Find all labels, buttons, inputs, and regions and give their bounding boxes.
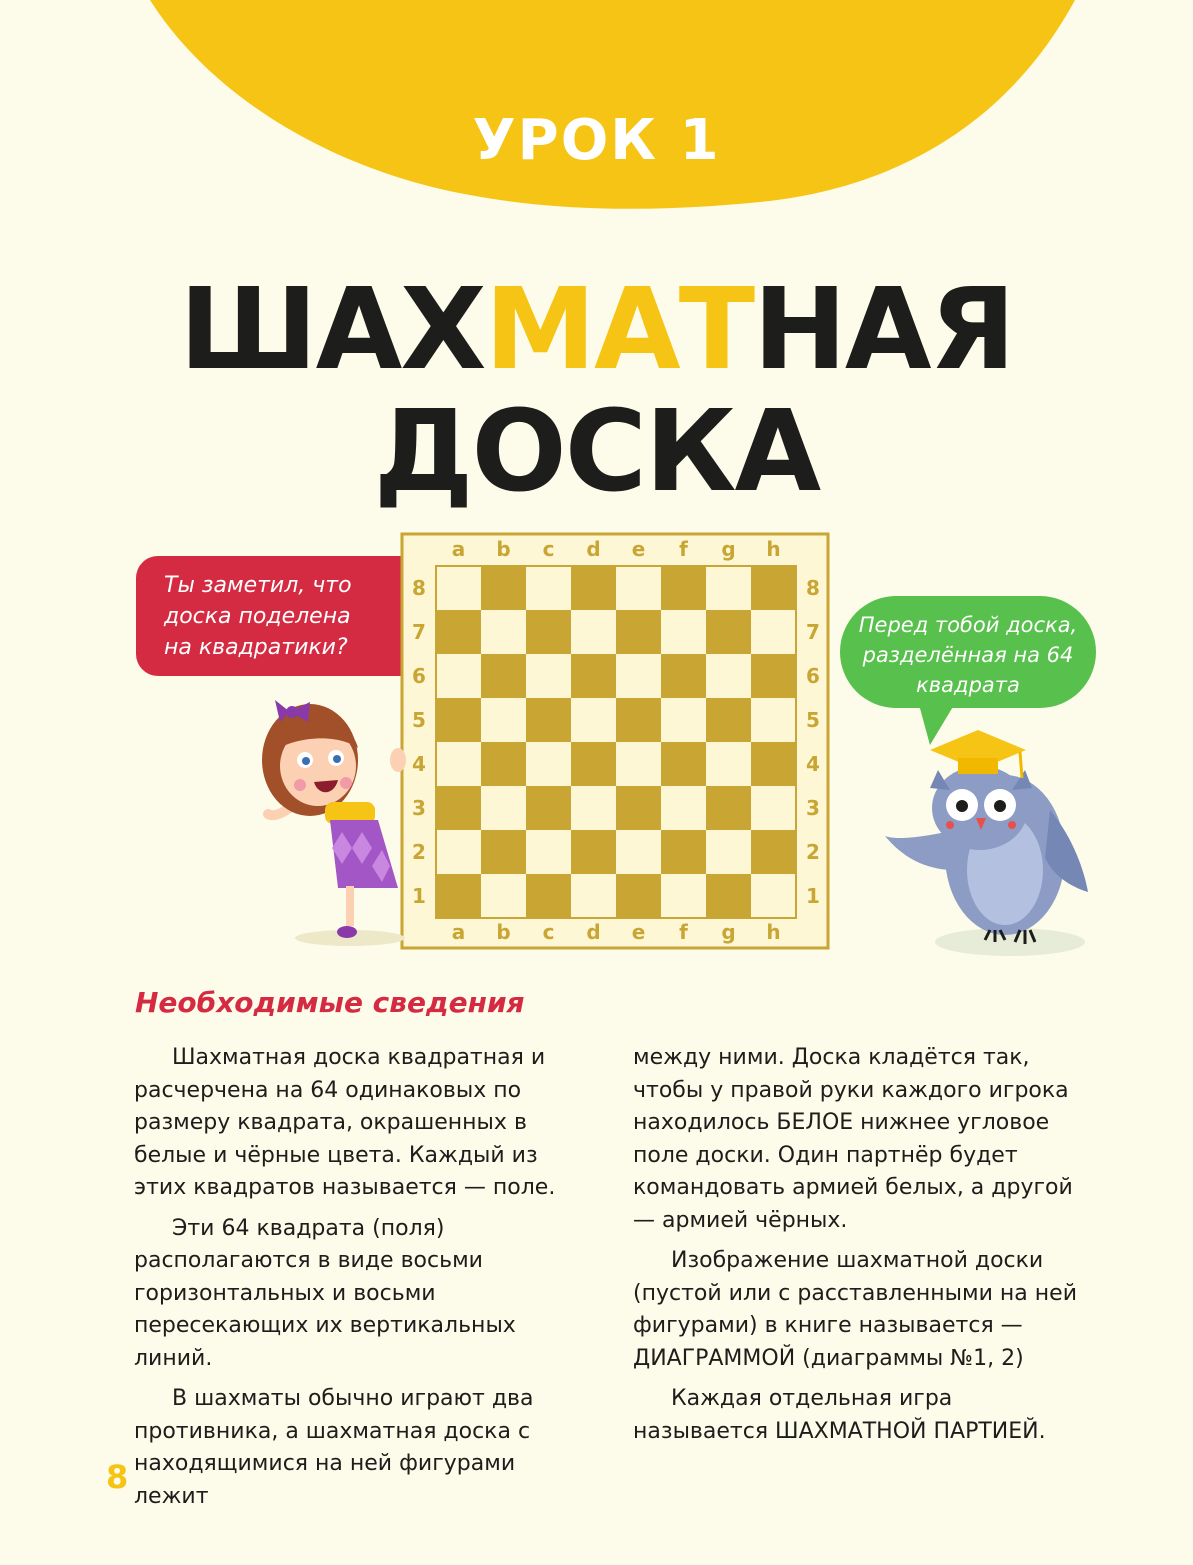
board-square-a5: [436, 698, 481, 742]
board-file-label: a: [451, 920, 466, 944]
board-file-label: f: [679, 537, 688, 561]
board-file-label: g: [721, 537, 736, 561]
board-square-a3: [436, 786, 481, 830]
board-square-d5: [571, 698, 616, 742]
bubble-line: доска поделена: [164, 604, 351, 629]
section-heading: Необходимые сведения: [135, 986, 525, 1019]
board-square-g7: [706, 610, 751, 654]
board-square-e4: [616, 742, 661, 786]
board-square-c2: [526, 830, 571, 874]
bubble-line: квадрата: [916, 673, 1020, 697]
board-square-e8: [616, 566, 661, 610]
board-square-g2: [706, 830, 751, 874]
page-number: 8: [106, 1458, 129, 1496]
board-square-f6: [661, 654, 706, 698]
board-rank-label: 8: [806, 576, 820, 600]
board-square-e6: [616, 654, 661, 698]
bubble-line: разделённая на 64: [862, 643, 1074, 667]
board-rank-label: 6: [412, 664, 426, 688]
board-square-b3: [481, 786, 526, 830]
title-part-highlight: МАТ: [484, 265, 754, 395]
paragraph: Шахматная доска квадратная и расчерчена на 64 одинаковых по размеру квадрата, окрашенных в белые и чёрные цвета. Каждый из этих квадратов называется — поле.: [134, 1045, 556, 1200]
board-square-d8: [571, 566, 616, 610]
board-square-g1: [706, 874, 751, 918]
board-rank-label: 2: [806, 840, 820, 864]
board-square-b1: [481, 874, 526, 918]
board-square-d2: [571, 830, 616, 874]
board-square-c7: [526, 610, 571, 654]
board-square-b6: [481, 654, 526, 698]
board-square-b4: [481, 742, 526, 786]
board-square-h5: [751, 698, 796, 742]
board-square-h1: [751, 874, 796, 918]
board-square-e1: [616, 874, 661, 918]
speech-bubble-owl: [840, 596, 1096, 708]
board-square-a2: [436, 830, 481, 874]
board-square-a7: [436, 610, 481, 654]
board-square-d4: [571, 742, 616, 786]
board-file-label: h: [766, 537, 781, 561]
board-rank-label: 5: [806, 708, 820, 732]
board-square-h3: [751, 786, 796, 830]
board-rank-label: 7: [412, 620, 426, 644]
board-square-f5: [661, 698, 706, 742]
board-square-g3: [706, 786, 751, 830]
board-file-label: d: [586, 537, 601, 561]
board-square-d1: [571, 874, 616, 918]
board-square-c6: [526, 654, 571, 698]
board-square-c3: [526, 786, 571, 830]
board-square-f2: [661, 830, 706, 874]
board-rank-label: 8: [412, 576, 426, 600]
board-square-h8: [751, 566, 796, 610]
board-file-label: c: [542, 920, 555, 944]
paragraph: Каждая отдельная игра называется ШАХМАТНОЙ ПАРТИЕЙ.: [633, 1386, 1046, 1444]
board-square-h2: [751, 830, 796, 874]
board-square-g4: [706, 742, 751, 786]
paragraph: Изображение шахматной доски (пустой или с расставленными на ней фигурами) в книге называется — ДИАГРАММОЙ (диаграммы №1, 2): [633, 1248, 1077, 1371]
board-square-a4: [436, 742, 481, 786]
board-square-e7: [616, 610, 661, 654]
board-rank-label: 1: [806, 884, 820, 908]
board-file-label: e: [631, 537, 646, 561]
board-file-label: a: [451, 537, 466, 561]
board-square-b2: [481, 830, 526, 874]
board-rank-label: 1: [412, 884, 426, 908]
board-square-a8: [436, 566, 481, 610]
board-square-h4: [751, 742, 796, 786]
text-column-left: [134, 1042, 594, 1521]
bubble-line: на квадратики?: [164, 635, 348, 660]
board-square-h6: [751, 654, 796, 698]
board-square-g8: [706, 566, 751, 610]
board-square-f3: [661, 786, 706, 830]
board-square-c1: [526, 874, 571, 918]
board-rank-label: 3: [806, 796, 820, 820]
board-square-c4: [526, 742, 571, 786]
board-square-d6: [571, 654, 616, 698]
board-square-d3: [571, 786, 616, 830]
board-square-a1: [436, 874, 481, 918]
board-rank-label: 4: [806, 752, 820, 776]
board-square-e5: [616, 698, 661, 742]
board-square-g5: [706, 698, 751, 742]
board-rank-label: 5: [412, 708, 426, 732]
board-square-e3: [616, 786, 661, 830]
board-rank-label: 2: [412, 840, 426, 864]
page-title-line-2: ДОСКА: [373, 387, 820, 517]
board-square-h7: [751, 610, 796, 654]
board-file-label: d: [586, 920, 601, 944]
board-file-label: e: [631, 920, 646, 944]
title-part-before: ШАХ: [179, 265, 485, 395]
board-file-label: f: [679, 920, 688, 944]
paragraph: между ними. Доска кладётся так, чтобы у правой руки каждого игрока находилось БЕЛОЕ нижнее угловое поле доски. Один партнёр будет командовать армией белых, а другой — армией чёрных.: [633, 1045, 1073, 1233]
board-file-label: g: [721, 920, 736, 944]
board-square-f4: [661, 742, 706, 786]
paragraph: Эти 64 квадрата (поля) располагаются в виде восьми горизонтальных и восьми пересекающих их вертикальных линий.: [134, 1215, 516, 1371]
title-part-after: НАЯ: [753, 265, 1014, 395]
board-rank-label: 6: [806, 664, 820, 688]
board-square-f1: [661, 874, 706, 918]
board-square-b7: [481, 610, 526, 654]
board-square-e2: [616, 830, 661, 874]
text-column-right: [633, 1042, 1093, 1456]
board-square-a6: [436, 654, 481, 698]
board-square-f7: [661, 610, 706, 654]
paragraph: В шахматы обычно играют два противника, а шахматная доска с находящимися на ней фигурами лежит: [134, 1386, 534, 1509]
lesson-label: УРОК 1: [472, 108, 721, 173]
board-file-label: c: [542, 537, 555, 561]
board-square-f8: [661, 566, 706, 610]
board-file-label: b: [496, 537, 511, 561]
board-file-label: h: [766, 920, 781, 944]
board-rank-label: 4: [412, 752, 426, 776]
board-square-d7: [571, 610, 616, 654]
board-square-g6: [706, 654, 751, 698]
board-file-label: b: [496, 920, 511, 944]
board-square-c8: [526, 566, 571, 610]
board-square-c5: [526, 698, 571, 742]
bubble-line: Перед тобой доска,: [858, 613, 1078, 637]
chessboard: [400, 532, 830, 950]
bubble-line: Ты заметил, что: [164, 573, 352, 598]
board-square-b5: [481, 698, 526, 742]
board-square-b8: [481, 566, 526, 610]
board-rank-label: 7: [806, 620, 820, 644]
board-rank-label: 3: [412, 796, 426, 820]
